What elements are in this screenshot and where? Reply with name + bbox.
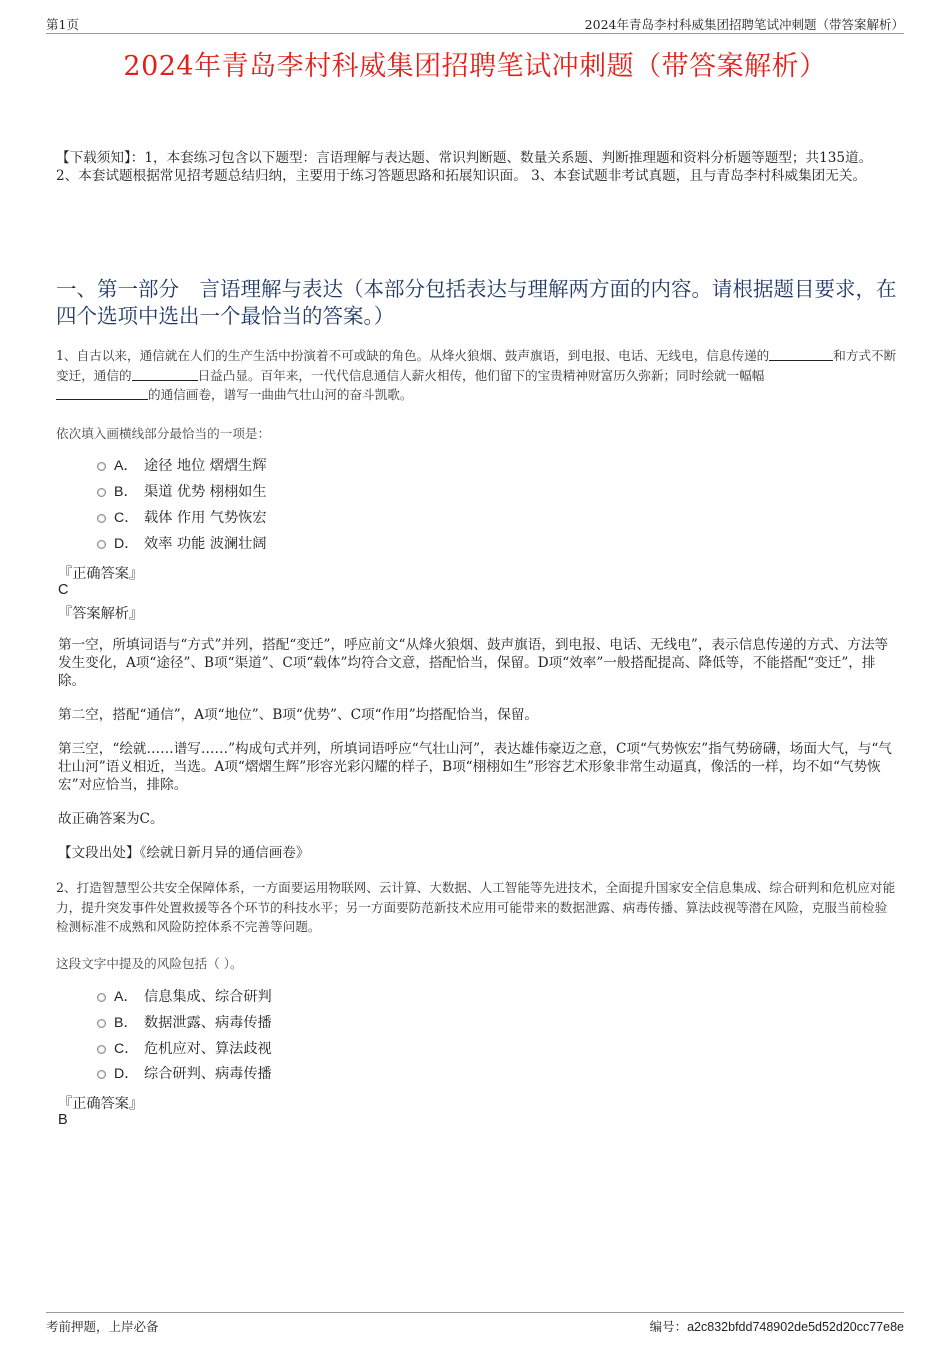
option-text: 危机应对、算法歧视 bbox=[144, 1041, 272, 1057]
question-1-prompt: 依次填入画横线部分最恰当的一项是： bbox=[56, 426, 271, 441]
option-letter: C． bbox=[114, 1041, 139, 1057]
option-text: 途径 地位 熠熠生辉 bbox=[144, 458, 267, 474]
q1-analysis-label: 『答案解析』 bbox=[58, 606, 144, 622]
q2-option-b[interactable] bbox=[97, 1013, 272, 1033]
footer-code-value: a2c832bfdd748902de5d52d20cc77e8e bbox=[687, 1320, 904, 1334]
q2-option-a[interactable] bbox=[97, 987, 272, 1007]
q1-analysis-paragraph: 第二空，搭配“通信”，A项“地位”、B项“优势”、C项“作用”均搭配恰当，保留。 bbox=[58, 707, 539, 723]
q2-option-c[interactable] bbox=[97, 1039, 272, 1059]
radio-icon[interactable] bbox=[97, 514, 106, 523]
radio-icon[interactable] bbox=[97, 993, 106, 1002]
radio-icon[interactable] bbox=[97, 1019, 106, 1028]
page-number: 第1页 bbox=[46, 17, 79, 32]
radio-icon[interactable] bbox=[97, 462, 106, 471]
option-letter: A． bbox=[114, 989, 138, 1005]
q1-analysis-paragraph: 第三空，“绘就……谱写……”构成句式并列，所填词语呼应“气壮山河”，表达雄伟豪迈之意，C项“气势恢宏”指气势磅礴，场面大气，与“气壮山河”语义相近，当选。A项“熠熠生辉”形容光彩闪耀的样子，B项“栩栩如生”形容艺术形象非常生动逼真，像活的一样，均不如“气势恢宏”对应恰当，排除。 bbox=[58, 741, 892, 793]
q1-text-part: 的通信画卷，谱写一曲曲气壮山河的奋斗凯歌。 bbox=[148, 387, 413, 402]
section-heading: 一、第一部分 言语理解与表达（本部分包括表达与理解两方面的内容。请根据题目要求，在四个选项中选出一个最恰当的答案。） bbox=[56, 277, 897, 328]
option-text: 信息集成、综合研判 bbox=[144, 989, 272, 1005]
footer-code-label: 编号： bbox=[649, 1319, 688, 1334]
option-text: 载体 作用 气势恢宏 bbox=[144, 510, 267, 526]
q1-answer: C bbox=[58, 582, 69, 598]
option-letter: D． bbox=[114, 536, 139, 552]
q2-answer: B bbox=[58, 1112, 68, 1128]
q1-answer-label: 『正确答案』 bbox=[58, 566, 144, 582]
option-letter: B． bbox=[114, 1015, 138, 1031]
q2-option-d[interactable] bbox=[97, 1064, 272, 1084]
option-letter: B． bbox=[114, 484, 138, 500]
radio-icon[interactable] bbox=[97, 488, 106, 497]
radio-icon[interactable] bbox=[97, 1045, 106, 1054]
option-text: 效率 功能 波澜壮阔 bbox=[144, 536, 267, 552]
q1-text-part: 1、自古以来，通信就在人们的生产生活中扮演着不可或缺的角色。从烽火狼烟、鼓声旗语，到电报、电话、无线电，信息传递的 bbox=[56, 348, 770, 363]
document-title: 2024年青岛李村科威集团招聘笔试冲刺题（带答案解析） bbox=[123, 51, 827, 82]
q1-option-d[interactable] bbox=[97, 534, 267, 554]
option-letter: D． bbox=[114, 1066, 139, 1082]
q1-analysis-conclusion: 故正确答案为C。 bbox=[58, 811, 164, 827]
fill-blank-3 bbox=[56, 386, 148, 400]
q1-text-part: 和 bbox=[833, 348, 846, 363]
footer-code bbox=[650, 1317, 904, 1335]
question-2-text: 2、打造智慧型公共安全保障体系，一方面要运用物联网、云计算、大数据、人工智能等先进技术，全面提升国家安全信息集成、综合研判和危机应对能力，提升突发事件处置救援等各个环节的科技水平；另一方面要防范新技术应用可能带来的数据泄露、病毒传播、算法歧视等潜在风险，克服当前检验检测标准不成熟和风险防控体系不完善等问题。 bbox=[56, 880, 896, 934]
option-text: 综合研判、病毒传播 bbox=[144, 1066, 272, 1082]
q1-analysis-paragraph: 第一空，所填词语与“方式”并列，搭配“变迁”，呼应前文“从烽火狼烟、鼓声旗语，到电报、电话、无线电”，表示信息传递的方式、方法等发生变化，A项“途径”、B项“渠道”、C项“载体”均符合文意，搭配恰当，保留。D项“效率”一般搭配提高、降低等，不能搭配“变迁”，排除。 bbox=[58, 637, 889, 689]
fill-blank-1 bbox=[769, 347, 833, 361]
question-2-prompt: 这段文字中提及的风险包括（ ）。 bbox=[56, 956, 243, 971]
q1-option-a[interactable] bbox=[97, 456, 267, 476]
option-letter: C． bbox=[114, 510, 139, 526]
page-footer bbox=[46, 1312, 904, 1335]
q1-text-part: 日益凸显。百年来，一代代信息通信人薪火相传，他们留下的宝贵精神财富历久弥新；同时绘就一幅幅 bbox=[197, 367, 765, 383]
q2-answer-label: 『正确答案』 bbox=[58, 1096, 144, 1112]
fill-blank-2 bbox=[132, 367, 198, 381]
option-text: 数据泄露、病毒传播 bbox=[144, 1015, 272, 1031]
q1-option-b[interactable] bbox=[97, 482, 267, 502]
radio-icon[interactable] bbox=[97, 540, 106, 549]
q1-text-part: 方式不断变迁，通信的 bbox=[56, 348, 897, 383]
download-notice: 【下载须知】：1，本套练习包含以下题型：言语理解与表达题、常识判断题、数量关系题、判断推理题和资料分析题等题型；共135道。 2、本套试题根据常见招考题总结归纳，主要用于练习答题思路和拓展知识面。 3、本套试题非考试真题，且与青岛李村科威集团无关。 bbox=[56, 150, 873, 184]
radio-icon[interactable] bbox=[97, 1070, 106, 1079]
option-letter: A． bbox=[114, 458, 138, 474]
q1-source: 【文段出处】《绘就日新月异的通信画卷》 bbox=[58, 845, 310, 861]
question-1-text bbox=[56, 346, 898, 405]
q1-option-c[interactable] bbox=[97, 508, 267, 528]
option-text: 渠道 优势 栩栩如生 bbox=[144, 484, 267, 500]
footer-slogan: 考前押题，上岸必备 bbox=[46, 1319, 159, 1334]
header-doc-title: 2024年青岛李村科威集团招聘笔试冲刺题（带答案解析） bbox=[584, 17, 904, 32]
page-header bbox=[46, 13, 904, 34]
